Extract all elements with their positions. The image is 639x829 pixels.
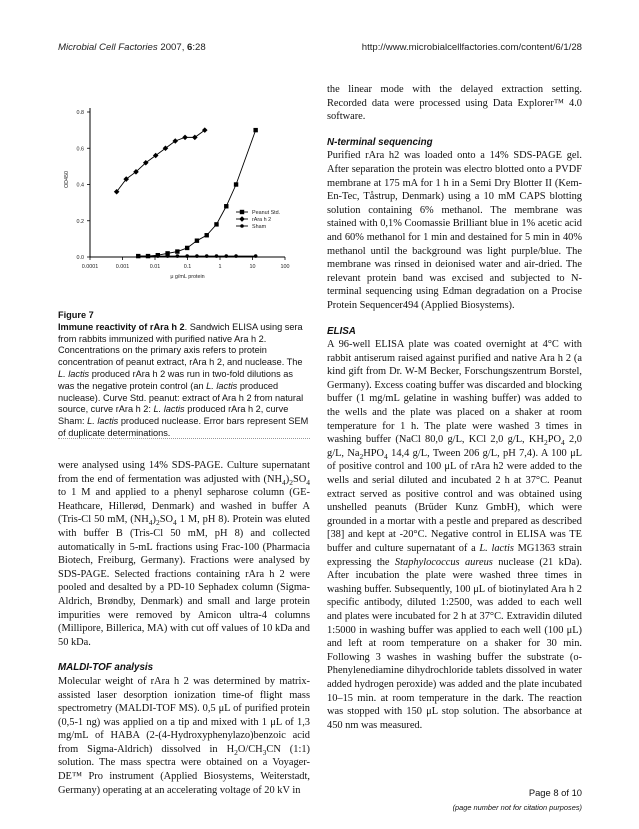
figure-label: Figure 7 bbox=[58, 310, 94, 320]
caption-run: L. lactis bbox=[58, 368, 90, 379]
elisa-run: 2 bbox=[359, 451, 364, 461]
purification-paragraph bbox=[58, 459, 310, 649]
maldi-run: O/CH bbox=[237, 743, 263, 755]
elisa-run: 4 bbox=[384, 451, 388, 461]
nterm-paragraph: Purified rAra h2 was loaded onto a 14% SDS-PAGE gel. After separation the protein was electro blotted onto a PVDF membrane at 175 mA for 1 h in a Semi Dry Blotter II (Kem-En-Tec, Tåstrup, Denmark) using a 10 mM CAPS blotting solution containing 6% methanol. The membrane was stained with 0,1% Coomassie Brilliant blue in 1% acetic acid and 60% methanol for 1 min and destained for 5 min in 40% methanol until the background was light purple/blue. The membrane was rinsed in deionised water and air-dried. The relevant protein band was excised and subjected to N-terminal sequencing using Edman degradation on a Procise Protein Sequencer494 (Applied Biosystems). bbox=[327, 150, 582, 311]
y-axis-label: OD450 bbox=[64, 170, 70, 189]
elisa-run: 2 bbox=[543, 438, 548, 448]
caption-run: L. lactis bbox=[206, 380, 238, 391]
right-column bbox=[327, 83, 582, 732]
data-point-circle bbox=[224, 254, 228, 258]
x-tick-label: 100 bbox=[280, 264, 290, 270]
maldi-paragraph bbox=[58, 675, 310, 797]
x-tick-label: 0.001 bbox=[115, 264, 130, 270]
page-number-note: (page number not for citation purposes) bbox=[452, 803, 582, 812]
journal-volume: 6 bbox=[187, 42, 193, 53]
caption-run: L. lactis bbox=[153, 404, 185, 415]
x-tick-label: 1 bbox=[218, 264, 222, 270]
caption-run: L. lactis bbox=[87, 416, 119, 427]
data-point-square bbox=[185, 246, 189, 250]
nterm-heading: N-terminal sequencing bbox=[327, 136, 433, 148]
elisa-run: 4 bbox=[560, 438, 565, 448]
data-point-circle bbox=[254, 254, 258, 258]
data-point-square bbox=[195, 238, 199, 242]
data-point-circle bbox=[176, 254, 180, 258]
left-column bbox=[58, 459, 310, 797]
elisa-run: 14,4 g/L, Tween 206 g/L, pH 7,4). A 100 μL of positive control and 100 μL of rAra h2 were added to the wells and serial diluted and incubated 2 h at 37°C. Peanut extract served as positive control and was obtained using unshelled peanuts (Brüder Kunz GmbH), which were grounded in a mortar with a pestle and prepared as described [38] and kept at -20°C. Negative control in ELISA was TE buffer and culture supernatant of a bbox=[327, 447, 583, 554]
data-point-circle bbox=[205, 254, 209, 258]
purification-run: 2 bbox=[155, 518, 160, 528]
data-point-square bbox=[240, 210, 244, 214]
data-point-square bbox=[175, 249, 179, 253]
data-point-circle bbox=[215, 254, 219, 258]
data-point-square bbox=[234, 182, 238, 186]
elisa-run: HPO bbox=[363, 447, 385, 459]
journal-year: 2007, bbox=[157, 42, 188, 53]
series-line bbox=[117, 130, 205, 192]
figure-caption-body bbox=[58, 322, 308, 438]
chart-series bbox=[114, 127, 258, 258]
x-tick-label: 0.01 bbox=[149, 264, 161, 270]
elisa-run: L. lactis bbox=[479, 543, 514, 554]
data-point-circle bbox=[240, 224, 244, 228]
data-point-diamond bbox=[239, 216, 245, 222]
purification-run: ) bbox=[285, 473, 290, 485]
elisa-run: PO bbox=[547, 434, 561, 446]
data-point-square bbox=[224, 204, 228, 208]
chart-axes bbox=[64, 108, 290, 280]
data-point-diamond bbox=[182, 135, 188, 141]
purification-run: 4 bbox=[148, 518, 153, 528]
caption-run: produced rAra h 2 was run in two-fold dilutions as was the negative protein control (an bbox=[58, 368, 293, 391]
series-peanut-std- bbox=[136, 128, 258, 258]
data-point-circle bbox=[234, 254, 238, 258]
elisa-run: nuclease (21 kDa). After incubation the plate were washed three times in washing buffer. Subsequently, 100 μL of biotinylated Ara h 2 specific antibody, diluted 1:2500, was added to each well and plates were incubated for 2 h at 37°C. Extravidin diluted 1:5000 in washing buffer was applied to each well (100 μL) and left at room temperature on a shaker for 30 min. Following 3 washes in washing buffer the substrate (o-Phenylenediamine dihydrochloride tablets dissolved in water added hydrogen peroxide) was added and the plate incubated 10–15 min. at room temperature in the dark. The reaction was stopped with 150 μL stop solution. The absorbance at 450 nm was measured. bbox=[327, 556, 582, 731]
figure-7-caption bbox=[58, 310, 310, 440]
x-axis-label: μ g/mL protein bbox=[170, 274, 205, 280]
data-point-circle bbox=[156, 254, 160, 258]
figure-title: Immune reactivity of rAra h 2 bbox=[58, 321, 185, 332]
elisa-run: MG1363 strain expressing the bbox=[327, 543, 582, 568]
data-point-circle bbox=[185, 254, 189, 258]
elisa-run: 2,0 g/L, Na bbox=[327, 434, 582, 459]
legend-entry: Peanut Std. bbox=[252, 210, 281, 216]
maldi-run: 3 bbox=[262, 747, 267, 757]
elisa-run: Staphylococcus aureus bbox=[394, 556, 493, 568]
data-point-square bbox=[253, 128, 257, 132]
purification-run: SO bbox=[159, 514, 174, 526]
purification-run: SO bbox=[292, 473, 307, 485]
purification-run: 1 M, pH 8). Protein was eluted with buffer B (Tris-Cl 50 mM, pH 8) and collected automatically in 5-mL fractions using Frac-100 (Pharmacia Biotech, Freiburg, Germany). Fractions were analysed by SDS-PAGE. Selected fractions containing rAra h 2 were pooled and desalted by a PD-10 Sephadex column (Sigma-Aldrich, Brøndby, Denmark) and small and large protein impurities were removed by Amicon ultra-4 columns (Millipore, Billerica, MA) with cut off values of 10 kDa and 50 kDa. bbox=[58, 514, 310, 648]
data-point-square bbox=[205, 233, 209, 237]
continuation-paragraph: the linear mode with the delayed extraction setting. Recorded data were processed using Data Explorer™ 4.0 software. bbox=[327, 84, 582, 123]
series-line bbox=[138, 130, 255, 256]
elisa-paragraph bbox=[327, 338, 582, 732]
caption-run: produced nuclease). Curve Std. peanut: extract of Ara h 2 from natural source, curve rAra h 2: bbox=[58, 380, 304, 415]
y-tick-label: 0.8 bbox=[76, 110, 84, 116]
maldi-heading: MALDI-TOF analysis bbox=[58, 662, 154, 674]
purification-run: 2 bbox=[289, 477, 293, 487]
maldi-run: Molecular weight of rAra h 2 was determined by matrix-assisted laser desorption ionization time-of flight mass spectrometry (MALDI-TOF MS). 0,5 μL of purified protein (0,5-1 ng) was applied on a tip and mixed with 1 μL of 1,3 mg/mL of HABA (2-(4-Hydroxyphenylazo)benzoic acid from Sigma-Aldrich) dissolved in H bbox=[58, 675, 310, 755]
data-point-circle bbox=[146, 254, 150, 258]
legend-entry: Sham bbox=[252, 224, 267, 230]
x-tick-label: 0.1 bbox=[183, 264, 192, 270]
legend-entry: rAra h 2 bbox=[252, 217, 272, 223]
maldi-run: 2 bbox=[234, 747, 238, 757]
purification-run: to 1 M and applied to a phenyl sepharose column (GE-Heathcare, Hillerød, Denmark) and washed in buffer A (Tris-Cl 50 mM, (NH bbox=[58, 487, 310, 526]
purification-run: 4 bbox=[173, 518, 177, 528]
y-tick-label: 0.6 bbox=[76, 146, 84, 153]
y-tick-label: 0.4 bbox=[76, 182, 84, 189]
running-header-citation bbox=[58, 42, 206, 53]
purification-run: 4 bbox=[306, 477, 310, 487]
purification-run: were analysed using 14% SDS-PAGE. Culture supernatant from the end of fermentation was adjusted with (NH bbox=[58, 460, 310, 485]
x-tick-label: 10 bbox=[249, 264, 256, 270]
purification-run: 4 bbox=[281, 477, 286, 487]
elisa-run: A 96-well ELISA plate was coated overnight at 4°C with rabbit antiserum raised against purified and native Ara h 2 (a kind gift from Dr. W-M Becker, Forschungszentrum Borstel, Germany). Excess coating buffer was discarded and blocking buffer (1 mg/mL gelatine in washing buffer) was added to the wells and the plate was placed on a shaker at room temperature for 1 h. The plate were washed 3 times in washing buffer (NaCl 80,0 g/L, KCl 2,0 g/L, KH bbox=[327, 339, 582, 446]
data-point-circle bbox=[136, 254, 140, 258]
elisa-heading: ELISA bbox=[327, 325, 356, 337]
figure-caption-text bbox=[58, 322, 310, 440]
y-tick-label: 0.0 bbox=[76, 255, 84, 261]
data-point-square bbox=[214, 222, 218, 226]
caption-run: produced rAra h 2, curve Sham: bbox=[58, 404, 289, 427]
caption-run: . Sandwich ELISA using sera from rabbits immunized with purified native Ara h 2. Concentrations on the primary axis refers to protein concentration of peanut extract, rAra h 2, and nuclease. The bbox=[58, 321, 303, 368]
purification-run: ) bbox=[152, 514, 156, 526]
running-header-url[interactable]: http://www.microbialcellfactories.com/content/6/1/28 bbox=[361, 42, 582, 53]
series-rara-h-2 bbox=[114, 127, 208, 194]
x-tick-label: 0.0001 bbox=[81, 264, 99, 270]
data-point-circle bbox=[195, 254, 199, 258]
journal-pages: :28 bbox=[192, 42, 206, 53]
journal-name: Microbial Cell Factories bbox=[58, 42, 158, 53]
data-point-circle bbox=[166, 254, 170, 258]
y-tick-label: 0.2 bbox=[76, 218, 84, 225]
page-number: Page 8 of 10 bbox=[528, 787, 582, 798]
caption-run: produced nuclease. Error bars represent SEM of duplicate determinations. bbox=[58, 416, 309, 438]
maldi-run: CN (1:1) solution. The mass spectra were obtained on a Voyager-DE™ Pro instrument (Applied Biosystems, Weiterstadt, Germany) operating at an accelerating voltage of 20 kV in bbox=[58, 743, 310, 796]
figure-divider bbox=[58, 438, 310, 439]
chart-legend bbox=[236, 210, 280, 230]
figure-7-chart bbox=[58, 100, 310, 295]
